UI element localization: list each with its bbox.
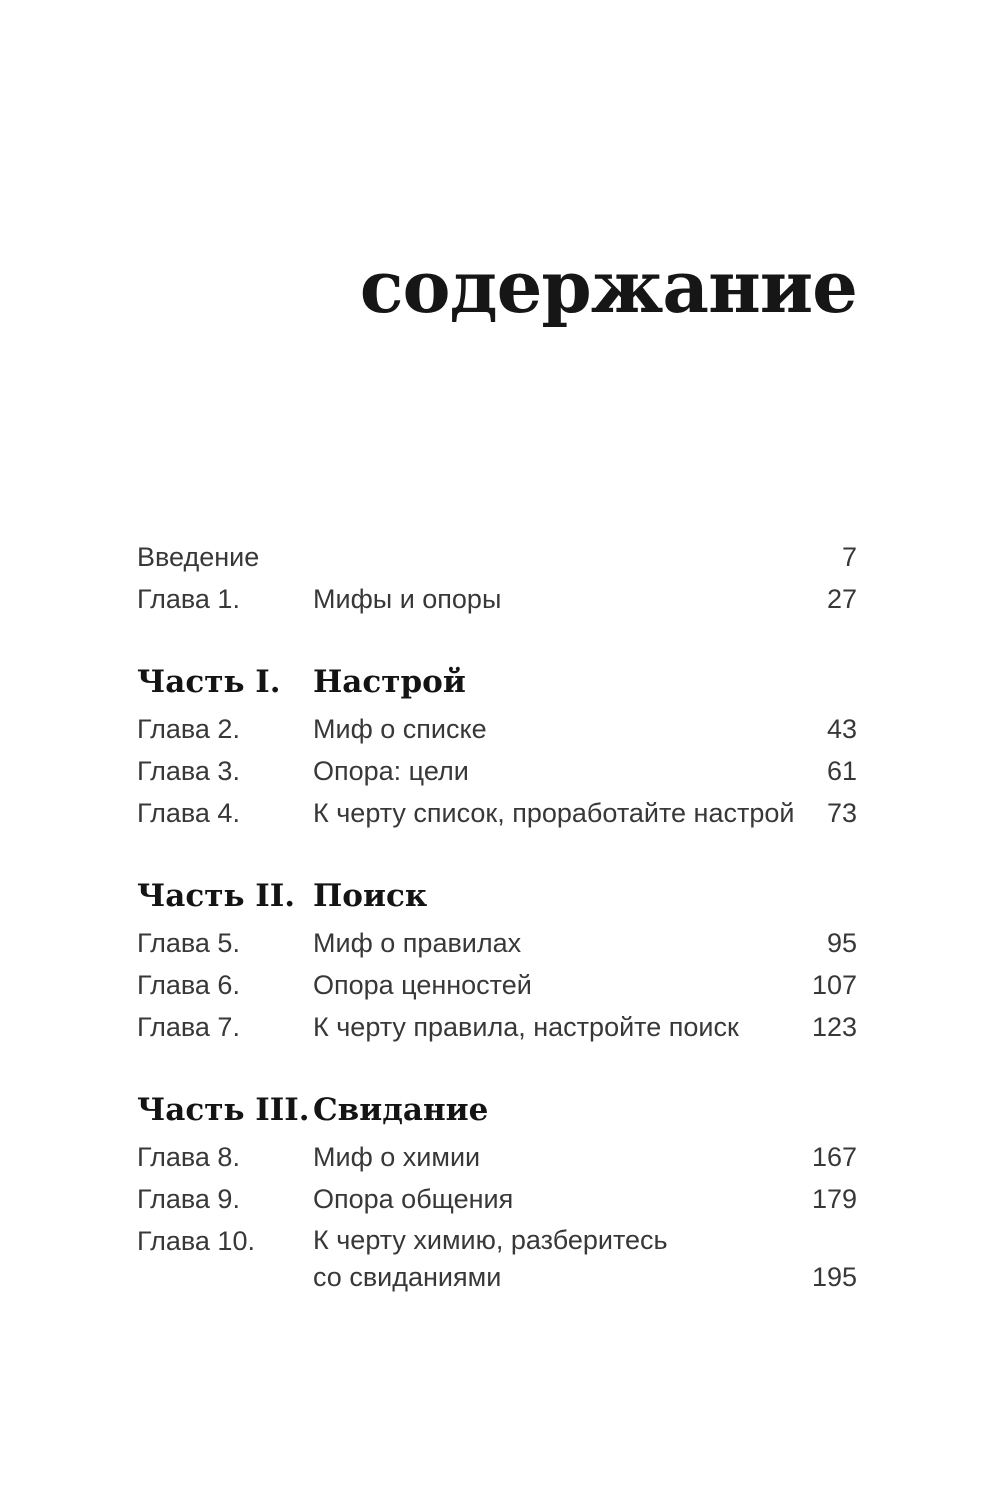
toc-part-label: Часть III. (137, 1092, 310, 1128)
toc-entry-page-number: 27 (826, 584, 857, 614)
toc-entry-title: Миф о химии (313, 1142, 481, 1172)
toc-entry (137, 1180, 857, 1218)
toc-entry-title-line-2: со свиданиями (313, 1262, 502, 1292)
toc-entry-label: Глава 9. (137, 1184, 240, 1214)
toc-part-title: Поиск (313, 878, 428, 914)
toc-entry-label: Введение (137, 542, 260, 572)
toc-entry-label: Глава 5. (137, 928, 240, 958)
toc-entry-page-number: 167 (811, 1142, 857, 1172)
toc-entry (137, 1138, 857, 1176)
toc-entry (137, 924, 857, 962)
toc-entry-label: Глава 3. (137, 756, 240, 786)
toc-entry-title-line-1: К черту химию, разберитесь (313, 1225, 668, 1255)
table-of-contents (137, 538, 857, 1296)
toc-entry-label: Глава 1. (137, 584, 240, 614)
toc-entry-title: Опора ценностей (313, 970, 532, 1000)
toc-part-heading (137, 660, 857, 704)
toc-part-title: Свидание (313, 1092, 489, 1128)
toc-entry (137, 752, 857, 790)
toc-entry (137, 1008, 857, 1046)
toc-entry-page-number: 73 (826, 798, 857, 828)
toc-entry (137, 710, 857, 748)
toc-part-label: Часть I. (137, 664, 281, 700)
toc-entry-title (313, 538, 832, 576)
toc-entry (137, 794, 857, 832)
toc-entry-label: Глава 2. (137, 714, 240, 744)
toc-part-heading (137, 874, 857, 918)
toc-entry-title: К черту правила, настройте поиск (313, 1012, 739, 1042)
toc-entry-page-number: 107 (811, 970, 857, 1000)
toc-entry (137, 538, 857, 576)
toc-entry-label: Глава 7. (137, 1012, 240, 1042)
toc-part-title: Настрой (313, 664, 466, 700)
toc-entry-label: Глава 8. (137, 1142, 240, 1172)
toc-entry-label: Глава 4. (137, 798, 240, 828)
toc-entry (137, 966, 857, 1004)
toc-entry-label: Глава 10. (137, 1226, 255, 1256)
toc-entry-page-number: 195 (811, 1262, 857, 1292)
toc-entry-label: Глава 6. (137, 970, 240, 1000)
toc-entry-title: Опора: цели (313, 756, 469, 786)
toc-entry-page-number: 123 (811, 1012, 857, 1042)
toc-entry-title: К черту список, проработайте настрой (313, 798, 795, 828)
toc-entry-title (313, 1222, 802, 1296)
toc-entry-title: Миф о списке (313, 714, 487, 744)
toc-part-label: Часть II. (137, 878, 296, 914)
toc-entry-page-number: 43 (826, 714, 857, 744)
toc-entry-title: Мифы и опоры (313, 584, 502, 614)
toc-entry-page-number: 7 (841, 542, 857, 572)
toc-entry-page-number: 61 (826, 756, 857, 786)
toc-entry-title: Миф о правилах (313, 928, 522, 958)
page-title: содержание (359, 244, 857, 329)
toc-entry-title: Опора общения (313, 1184, 514, 1214)
toc-entry-page-number: 95 (826, 928, 857, 958)
toc-entry (137, 1222, 857, 1296)
toc-entry (137, 580, 857, 618)
toc-entry-page-number: 179 (811, 1184, 857, 1214)
toc-part-heading (137, 1088, 857, 1132)
